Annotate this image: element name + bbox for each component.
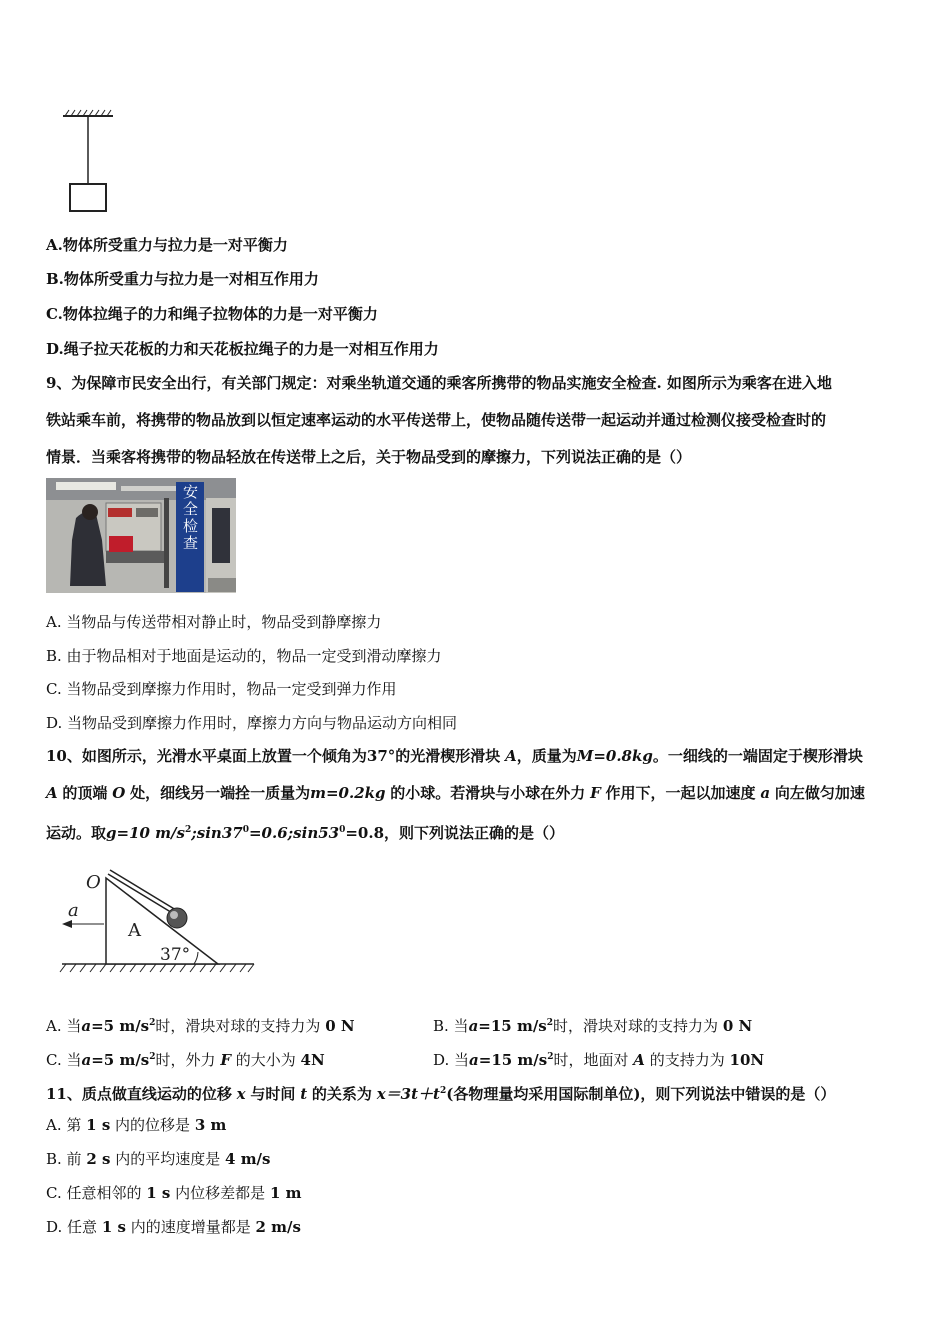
q9-option-d: D. 当物品受到摩擦力作用时，摩擦力方向与物品运动方向相同 (46, 714, 458, 732)
q11-stem: 11、质点做直线运动的位移 x 与时间 t 的关系为 $x=3t+t^2$(各物理量均采用国际制单位)，则下列说法中错误的是（） (46, 1085, 836, 1103)
q11-option-d: D. 任意 1 s 内的速度增量都是 2 m/s (46, 1218, 301, 1236)
q11-option-a: A. 第 1 s 内的位移是 3 m (46, 1116, 227, 1134)
q11-option-c: C. 任意相邻的 1 s 内位移差都是 1 m (46, 1184, 302, 1202)
wedge-label-o: O (86, 872, 101, 893)
q8-option-a: A.物体所受重力与拉力是一对平衡力 (46, 236, 288, 254)
security-check-photo (46, 478, 236, 593)
q10-option-b: B. 当a=15 $m/s^2$时，滑块对球的支持力为 0 N (433, 1017, 753, 1035)
wedge-figure (56, 866, 261, 978)
security-check-sign: 安全检查 (181, 484, 199, 552)
q10-stem-line-1: 10、如图所示，光滑水平桌面上放置一个倾角为37°的光滑楔形滑块 A，质量为M=0.8kg。一细线的一端固定于楔形滑块 (46, 747, 863, 765)
wedge-label-angle: 37° (160, 945, 191, 965)
q10-stem-line-2: A 的顶端 O 处，细线另一端拴一质量为m=0.2kg 的小球。若滑块与小球在外力 F 作用下，一起以加速度 a 向左做匀加速 (46, 784, 865, 802)
q8-option-d: D.绳子拉天花板的力和天花板拉绳子的力是一对相互作用力 (46, 340, 439, 358)
q9-option-c: C. 当物品受到摩擦力作用时，物品一定受到弹力作用 (46, 680, 397, 698)
q9-option-a: A. 当物品与传送带相对静止时，物品受到静摩擦力 (46, 613, 382, 631)
q9-option-b: B. 由于物品相对于地面是运动的，物品一定受到滑动摩擦力 (46, 647, 442, 665)
q9-stem-line-1: 9、为保障市民安全出行，有关部门规定：对乘坐轨道交通的乘客所携带的物品实施安全检查. 如图所示为乘客在进入地 (46, 374, 832, 392)
q9-stem-line-2: 铁站乘车前，将携带的物品放到以恒定速率运动的水平传送带上，使物品随传送带一起运动并通过检测仪接受检查时的 (46, 411, 827, 429)
q10-option-d: D. 当a=15 $m/s^2$时，地面对 A 的支持力为 10N (433, 1051, 765, 1069)
q8-option-b: B.物体所受重力与拉力是一对相互作用力 (46, 270, 319, 288)
q9-stem-line-3: 情景．当乘客将携带的物品轻放在传送带上之后，关于物品受到的摩擦力，下列说法正确的是（） (46, 448, 692, 466)
q10-option-c: C. 当a=5 $m/s^2$时，外力 F 的大小为 4N (46, 1051, 325, 1069)
q10-stem-line-3: 运动。取g=10 $m/s^2;\sin 37^0=0.6;\sin 53^0=0.8$，则下列说法正确的是（） (46, 824, 565, 842)
hanging-block-figure (55, 108, 125, 218)
q11-option-b: B. 前 2 s 内的平均速度是 4 m/s (46, 1150, 271, 1168)
wedge-label-block: A (128, 920, 141, 941)
q10-option-a: A. 当a=5 $m/s^2$时，滑块对球的支持力为 0 N (46, 1017, 355, 1035)
wedge-label-a-accel: a (68, 900, 79, 921)
q8-option-c: C.物体拉绳子的力和绳子拉物体的力是一对平衡力 (46, 305, 378, 323)
